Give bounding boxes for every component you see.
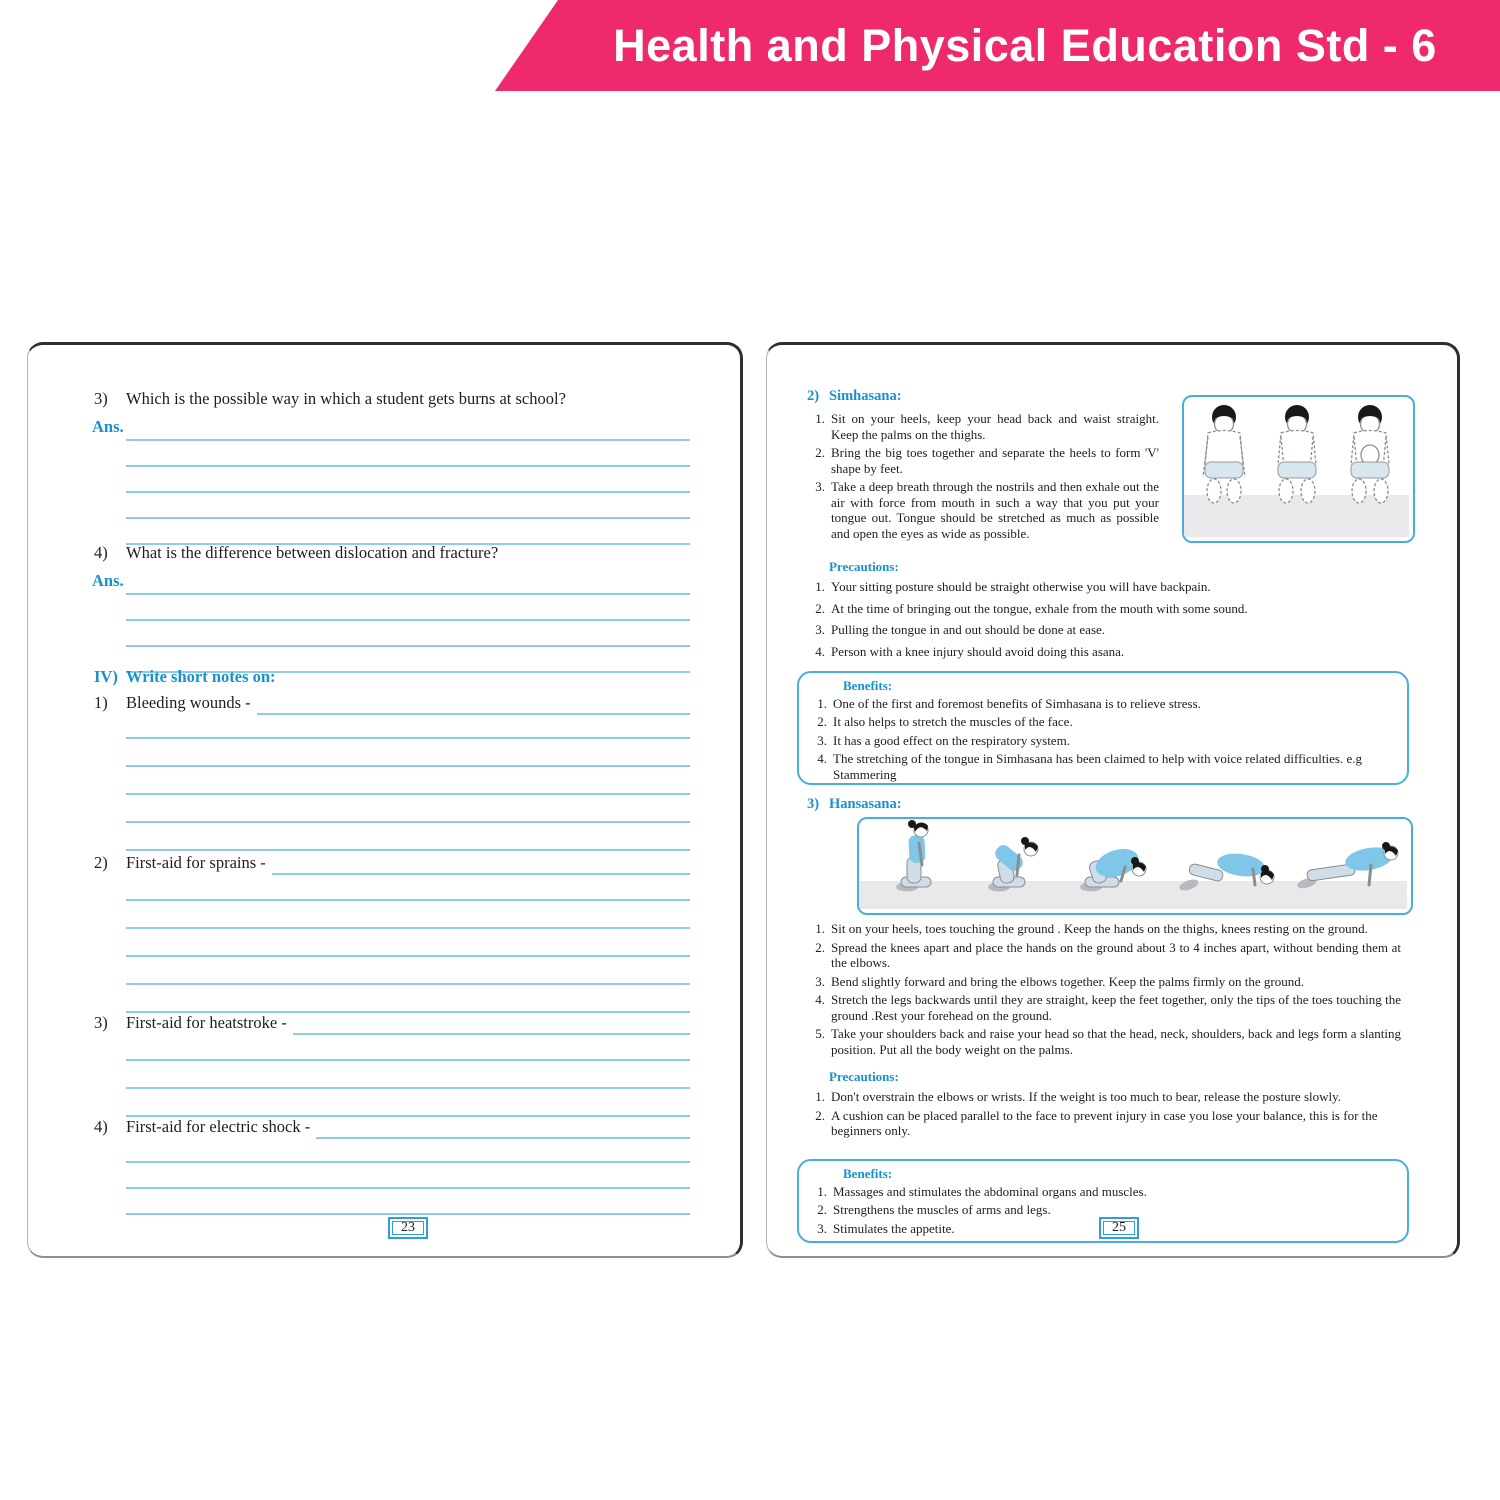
- step-number: 5.: [815, 1026, 825, 1041]
- note-lines: [126, 711, 690, 851]
- answer-line: [126, 569, 690, 595]
- note-number: 2): [94, 853, 108, 872]
- answer-line: [126, 823, 690, 851]
- benefit-item: [811, 751, 1397, 782]
- page-title: Health and Physical Education Std - 6: [613, 20, 1437, 71]
- precaution-item: [809, 1089, 1401, 1105]
- item-text: Your sitting posture should be straight otherwise you will have backpain.: [831, 579, 1211, 594]
- benefits-heading: Benefits:: [843, 678, 893, 693]
- step-number: 2.: [815, 939, 825, 955]
- step-text: Take a deep breath through the nostrils and then exhale out the air with force from mouth in such a way that you put your tongue out. Tongue should be stretched as much as possible and open the eyes as wide as possible.: [831, 479, 1159, 541]
- note-label: Bleeding wounds -: [126, 693, 251, 712]
- benefit-item: [811, 696, 1397, 712]
- answer-line: [126, 441, 690, 467]
- answer-line: [316, 1117, 690, 1139]
- step-text: Sit on your heels, toes touching the ground . Keep the hands on the thighs, knees resting on the ground.: [831, 921, 1368, 936]
- answer-line: [126, 711, 690, 739]
- asana-step: [809, 974, 1401, 990]
- answer-line: [126, 1189, 690, 1215]
- answer-line: [126, 1033, 690, 1061]
- asana-step: [809, 445, 1159, 476]
- question-item: [94, 389, 690, 409]
- item-number: 2.: [815, 1107, 825, 1123]
- answer-line: [126, 519, 690, 545]
- step-number: 3.: [815, 479, 825, 494]
- item-text: Strengthens the muscles of arms and legs.: [833, 1202, 1051, 1217]
- answer-line: [126, 795, 690, 823]
- note-item: [94, 1013, 690, 1035]
- answer-block: [92, 569, 690, 673]
- step-text: Spread the knees apart and place the hands on the ground about 3 to 4 inches apart, without bending them at the elbows.: [831, 939, 1401, 970]
- precaution-item: [809, 579, 1401, 595]
- answer-line: [293, 1013, 690, 1035]
- item-text: Person with a knee injury should avoid doing this asana.: [831, 643, 1125, 659]
- item-text: One of the first and foremost benefits of Simhasana is to relieve stress.: [833, 695, 1201, 711]
- note-number: 4): [94, 1117, 108, 1136]
- note-lines: [126, 873, 690, 1013]
- item-text: Don't overstrain the elbows or wrists. If the weight is too much to bear, release the posture slowly.: [831, 1089, 1342, 1104]
- item-number: 1.: [815, 1089, 825, 1104]
- answer-line: [272, 853, 690, 875]
- right-page: [766, 342, 1460, 1258]
- item-text: Massages and stimulates the abdominal organs and muscles.: [833, 1183, 1147, 1199]
- answer-line: [126, 1089, 690, 1117]
- question-text: Which is the possible way in which a student gets burns at school?: [126, 389, 566, 408]
- answer-line: [126, 1163, 690, 1189]
- note-item: [94, 1117, 690, 1139]
- header-banner: [0, 0, 1500, 91]
- section-number: IV): [94, 667, 118, 686]
- ans-label: Ans.: [92, 417, 124, 436]
- item-number: 4.: [815, 643, 825, 659]
- answer-line: [126, 493, 690, 519]
- precaution-item: [809, 1108, 1401, 1139]
- answer-block: [92, 415, 690, 545]
- answer-line: [126, 873, 690, 901]
- item-text: Pulling the tongue in and out should be done at ease.: [831, 622, 1106, 637]
- step-number: 1.: [815, 921, 825, 936]
- note-number: 1): [94, 693, 108, 712]
- question-number: 4): [94, 543, 108, 562]
- item-number: 2.: [815, 600, 825, 616]
- asana-step: [809, 940, 1401, 971]
- asana-step: [809, 411, 1159, 442]
- item-number: 3.: [817, 1220, 827, 1236]
- item-number: 1.: [817, 1183, 827, 1199]
- section-title: Write short notes on:: [126, 667, 276, 686]
- item-number: 4.: [817, 751, 827, 766]
- item-text: A cushion can be placed parallel to the face to prevent injury in case you lose your balance, this is for the beginners only.: [831, 1107, 1378, 1138]
- answer-line: [126, 929, 690, 957]
- asana-step: [809, 992, 1401, 1023]
- question-text: What is the difference between dislocation and fracture?: [126, 543, 499, 562]
- answer-line: [126, 1061, 690, 1089]
- page-number-badge: 25: [1099, 1217, 1139, 1239]
- note-lines: [126, 1033, 690, 1117]
- asana-number: 3): [807, 796, 820, 812]
- answer-line: [126, 901, 690, 929]
- precautions-list: [809, 579, 1401, 662]
- note-label: First-aid for heatstroke -: [126, 1013, 287, 1032]
- item-text: It also helps to stretch the muscles of the face.: [833, 714, 1073, 729]
- item-number: 1.: [817, 695, 827, 711]
- section-heading: [94, 667, 276, 687]
- asana-heading: [807, 797, 1387, 813]
- hansasana-sequence-drawing: [859, 819, 1407, 909]
- item-number: 3.: [817, 732, 827, 748]
- step-text: Take your shoulders back and raise your head so that the head, neck, shoulders, back and legs form a slanting position. Put all the body weight on the palms.: [831, 1026, 1401, 1057]
- item-text: Stimulates the appetite.: [833, 1220, 955, 1236]
- item-text: It has a good effect on the respiratory system.: [833, 732, 1070, 748]
- answer-line: [126, 767, 690, 795]
- precaution-item: [809, 622, 1401, 638]
- answer-line: [126, 595, 690, 621]
- precautions-list: [809, 1089, 1401, 1142]
- simhasana-figures-drawing: [1184, 397, 1409, 537]
- answer-line: [126, 621, 690, 647]
- asana-step: [809, 921, 1401, 937]
- precautions-heading: Precautions:: [829, 1069, 899, 1084]
- item-number: 3.: [815, 622, 825, 637]
- step-number: 2.: [815, 445, 825, 460]
- answer-line: [126, 415, 690, 441]
- answer-line: [126, 957, 690, 985]
- asana-steps: [809, 411, 1159, 544]
- step-text: Stretch the legs backwards until they are straight, keep the feet together, only the tips of the toes touching the ground .Rest your forehead on the ground.: [831, 992, 1401, 1023]
- left-page: [27, 342, 743, 1258]
- item-text: At the time of bringing out the tongue, exhale from the mouth with some sound.: [831, 600, 1248, 616]
- precautions-heading: Precautions:: [829, 559, 899, 574]
- benefits-heading: Benefits:: [843, 1166, 893, 1181]
- step-text: Sit on your heels, keep your head back and waist straight. Keep the palms on the thighs.: [831, 411, 1159, 442]
- note-number: 3): [94, 1013, 108, 1032]
- step-number: 4.: [815, 992, 825, 1007]
- benefit-item: [811, 733, 1397, 749]
- benefit-item: [811, 714, 1397, 730]
- simhasana-illustration: [1182, 395, 1415, 543]
- item-text: The stretching of the tongue in Simhasana has been claimed to help with voice related difficulties. e.g Stammering: [833, 751, 1362, 782]
- ans-label: Ans.: [92, 571, 124, 590]
- benefit-item: [811, 1184, 1397, 1200]
- page-number-badge: 23: [388, 1217, 428, 1239]
- asana-step: [809, 1026, 1401, 1057]
- asana-step: [809, 479, 1159, 541]
- item-number: 2.: [817, 714, 827, 729]
- item-number: 1.: [815, 579, 825, 594]
- note-lines: [126, 1137, 690, 1215]
- step-number: 3.: [815, 973, 825, 989]
- precaution-item: [809, 601, 1401, 617]
- item-number: 2.: [817, 1202, 827, 1217]
- step-number: 1.: [815, 411, 825, 426]
- note-label: First-aid for electric shock -: [126, 1117, 311, 1136]
- question-number: 3): [94, 389, 108, 408]
- step-text: Bring the big toes together and separate the heels to form 'V' shape by feet.: [831, 445, 1159, 476]
- answer-line: [126, 1137, 690, 1163]
- note-label: First-aid for sprains -: [126, 853, 266, 872]
- answer-line: [126, 985, 690, 1013]
- benefits-box: [797, 671, 1409, 785]
- benefit-item: [811, 1202, 1397, 1218]
- step-text: Bend slightly forward and bring the elbows together. Keep the palms firmly on the ground.: [831, 973, 1304, 989]
- answer-line: [126, 467, 690, 493]
- asana-steps: [809, 921, 1401, 1060]
- asana-number: 2): [807, 388, 820, 404]
- precaution-item: [809, 644, 1401, 660]
- asana-title: Hansasana:: [829, 796, 902, 812]
- question-item: [94, 543, 690, 563]
- answer-line: [126, 739, 690, 767]
- hansasana-illustration: [857, 817, 1413, 915]
- note-item: [94, 853, 690, 875]
- asana-title: Simhasana:: [829, 388, 902, 404]
